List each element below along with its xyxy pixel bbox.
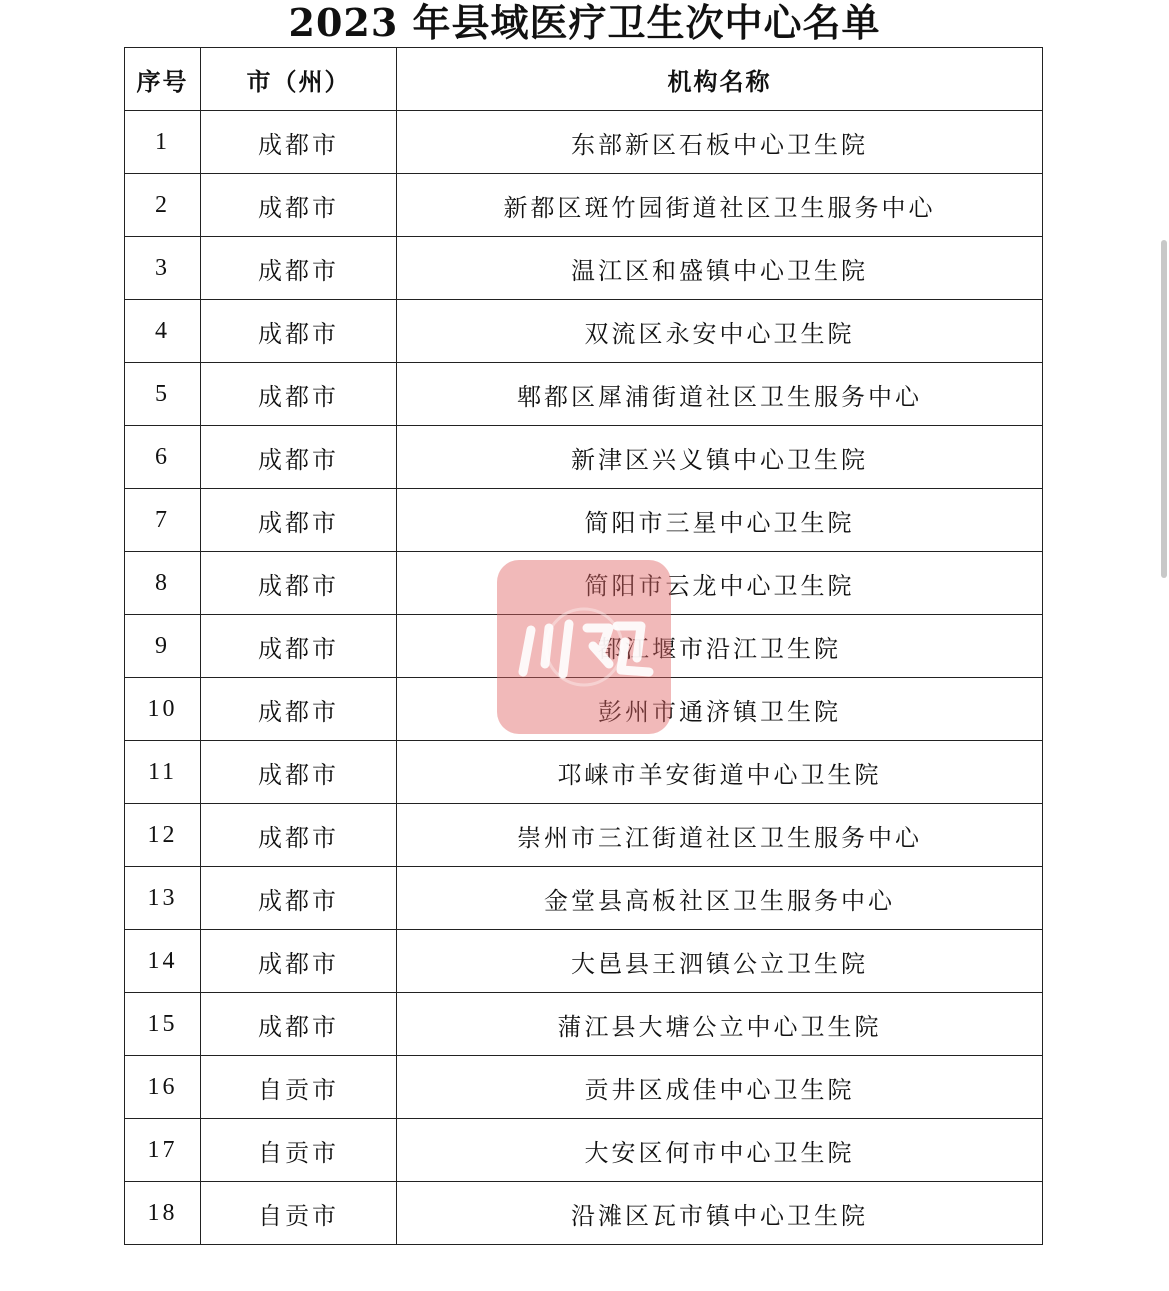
page-title: 2023 年县域医疗卫生次中心名单 [288, 0, 881, 45]
table-row [125, 300, 1043, 363]
row-city: 自贡市 [201, 1182, 397, 1245]
row-city: 自贡市 [201, 1056, 397, 1119]
row-city: 成都市 [201, 489, 397, 552]
row-institution: 东部新区石板中心卫生院 [397, 111, 1043, 174]
scrollbar-track[interactable] [1159, 0, 1169, 1291]
row-index: 18 [125, 1182, 201, 1245]
row-index: 10 [125, 678, 201, 741]
row-index: 4 [125, 300, 201, 363]
row-institution: 金堂县高板社区卫生服务中心 [397, 867, 1043, 930]
row-city: 成都市 [201, 237, 397, 300]
row-institution: 双流区永安中心卫生院 [397, 300, 1043, 363]
row-institution: 大安区何市中心卫生院 [397, 1119, 1043, 1182]
header-institution: 机构名称 [397, 48, 1043, 111]
table-row [125, 930, 1043, 993]
row-index: 13 [125, 867, 201, 930]
row-city: 成都市 [201, 678, 397, 741]
row-index: 3 [125, 237, 201, 300]
table-row [125, 363, 1043, 426]
table-row [125, 174, 1043, 237]
row-city: 自贡市 [201, 1119, 397, 1182]
row-institution: 都江堰市沿江卫生院 [397, 615, 1043, 678]
row-index: 8 [125, 552, 201, 615]
row-city: 成都市 [201, 426, 397, 489]
row-index: 6 [125, 426, 201, 489]
row-index: 2 [125, 174, 201, 237]
row-institution: 温江区和盛镇中心卫生院 [397, 237, 1043, 300]
table-row [125, 552, 1043, 615]
row-city: 成都市 [201, 552, 397, 615]
row-index: 16 [125, 1056, 201, 1119]
row-city: 成都市 [201, 930, 397, 993]
header-city: 市（州） [201, 48, 397, 111]
row-institution: 大邑县王泗镇公立卫生院 [397, 930, 1043, 993]
row-index: 15 [125, 993, 201, 1056]
row-city: 成都市 [201, 804, 397, 867]
row-city: 成都市 [201, 111, 397, 174]
row-institution: 崇州市三江街道社区卫生服务中心 [397, 804, 1043, 867]
row-institution: 郫都区犀浦街道社区卫生服务中心 [397, 363, 1043, 426]
table-row [125, 1119, 1043, 1182]
row-index: 1 [125, 111, 201, 174]
table-header-row [125, 48, 1043, 111]
row-index: 12 [125, 804, 201, 867]
row-institution: 邛崃市羊安街道中心卫生院 [397, 741, 1043, 804]
row-institution: 新津区兴义镇中心卫生院 [397, 426, 1043, 489]
row-institution: 贡井区成佳中心卫生院 [397, 1056, 1043, 1119]
table-row [125, 1056, 1043, 1119]
row-city: 成都市 [201, 867, 397, 930]
row-institution: 简阳市三星中心卫生院 [397, 489, 1043, 552]
row-institution: 蒲江县大塘公立中心卫生院 [397, 993, 1043, 1056]
row-index: 9 [125, 615, 201, 678]
row-institution: 新都区斑竹园街道社区卫生服务中心 [397, 174, 1043, 237]
header-index: 序号 [125, 48, 201, 111]
row-index: 7 [125, 489, 201, 552]
table-row [125, 804, 1043, 867]
row-city: 成都市 [201, 615, 397, 678]
table-row [125, 867, 1043, 930]
scrollbar-thumb[interactable] [1161, 240, 1167, 578]
institution-table [124, 47, 1043, 1245]
table-row [125, 1182, 1043, 1245]
row-index: 5 [125, 363, 201, 426]
row-institution: 彭州市通济镇卫生院 [397, 678, 1043, 741]
row-city: 成都市 [201, 741, 397, 804]
table-row [125, 237, 1043, 300]
table-row [125, 489, 1043, 552]
row-city: 成都市 [201, 300, 397, 363]
table-row [125, 678, 1043, 741]
row-city: 成都市 [201, 174, 397, 237]
row-city: 成都市 [201, 993, 397, 1056]
table-row [125, 111, 1043, 174]
table-row [125, 426, 1043, 489]
row-institution: 简阳市云龙中心卫生院 [397, 552, 1043, 615]
row-city: 成都市 [201, 363, 397, 426]
table-row [125, 741, 1043, 804]
row-index: 14 [125, 930, 201, 993]
row-institution: 沿滩区瓦市镇中心卫生院 [397, 1182, 1043, 1245]
table-body [125, 111, 1043, 1245]
table-row [125, 615, 1043, 678]
row-index: 11 [125, 741, 201, 804]
table-row [125, 993, 1043, 1056]
row-index: 17 [125, 1119, 201, 1182]
